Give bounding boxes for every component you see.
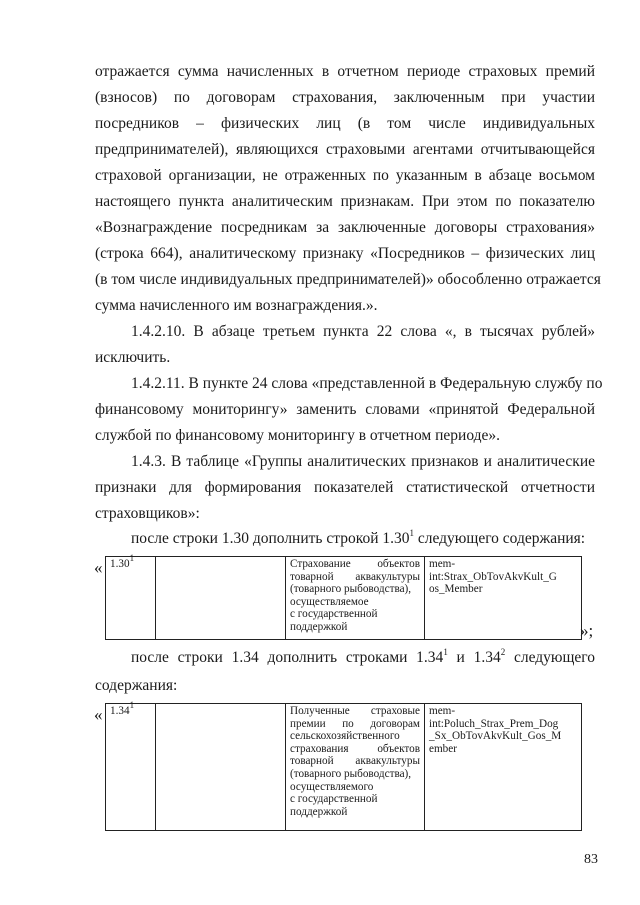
empty-cell <box>156 557 286 639</box>
description-line: (товарного рыбоводства), <box>290 583 412 596</box>
text-line: настоящего пункта аналитическим признакам. При этом по показателю <box>95 193 595 210</box>
empty-cell <box>156 704 286 830</box>
text-line: (взносов) по договорам страхования, заключенным при участии <box>95 89 595 106</box>
description-line: Страхование объектов <box>290 558 420 570</box>
description-line: страхования объектов <box>290 742 420 755</box>
superscript: 2 <box>500 646 506 657</box>
instruction-text: следующего <box>505 649 596 666</box>
description-line: товарной аквакультуры <box>290 570 420 583</box>
description-line: товарной аквакультуры <box>290 755 420 768</box>
text-line: 1.4.3. В таблице «Группы аналитических признаков и аналитические <box>131 453 595 470</box>
text-line: признаки для формирования показателей статистической отчетности <box>95 479 595 496</box>
description-line: осуществляемого <box>290 780 374 793</box>
description-cell <box>286 557 425 639</box>
row-number-cell <box>106 700 156 830</box>
text-line: содержания: <box>95 677 178 694</box>
instruction-after-1-30 <box>131 529 595 549</box>
member-id-line: ember <box>429 742 457 755</box>
instruction-text: после строки 1.30 дополнить строкой 1.30 <box>131 530 410 547</box>
text-line: (в том числе индивидуальных предпринимателей)» обособленно отражается <box>95 271 601 288</box>
member-id-cell <box>425 704 581 830</box>
text-line: сумма начисленного им вознаграждения.». <box>95 297 378 314</box>
text-line: страховой организации, не отраженных по указанным в абзаце восьмом <box>95 167 595 184</box>
description-line: поддержкой <box>290 805 348 818</box>
description-line: поддержкой <box>290 620 348 633</box>
table-row-1-34-1 <box>105 700 582 831</box>
description-line: с государственной <box>290 608 378 621</box>
row-number: 1.30 <box>110 558 130 570</box>
text-line: службой по финансовому мониторингу в отчетном периоде». <box>95 427 501 444</box>
text-line: 1.4.2.10. В абзаце третьем пункта 22 слова «, в тысячах рублей» <box>131 323 595 340</box>
closing-quote: »; <box>580 621 594 640</box>
text-line: финансовому мониторингу» заменить словами «принятой Федеральной <box>95 401 595 418</box>
superscript: 1 <box>129 700 135 711</box>
opening-quote: « <box>94 558 103 577</box>
description-line: сельскохозяйственного <box>290 730 400 743</box>
text-line: (строка 664), аналитическому признаку «Посредников – физических лиц <box>95 245 595 262</box>
member-id-line: mem- <box>429 705 456 717</box>
member-id-line: os_Member <box>429 583 483 596</box>
text-line: посредников – физических лиц (в том числе индивидуальных <box>95 115 595 132</box>
member-id-cell <box>425 557 581 639</box>
text-line: 1.4.2.11. В пункте 24 слова «представленной в Федеральную службу по <box>131 375 603 392</box>
description-line: Полученные страховые <box>290 705 420 717</box>
description-line: (товарного рыбоводства), <box>290 767 412 780</box>
member-id-line: int:Poluch_Strax_Prem_Dog <box>429 717 559 730</box>
row-number-cell <box>106 553 156 639</box>
table-row-1-30 <box>105 553 582 640</box>
description-line: осуществляемое <box>290 595 369 608</box>
instruction-after-1-34 <box>131 648 595 668</box>
member-id-line: int:Strax_ObTovAkvKult_G <box>429 570 557 583</box>
superscript: 1 <box>129 553 135 564</box>
text-line: исключить. <box>95 349 171 366</box>
description-cell <box>286 704 425 830</box>
instruction-text: и 1.34 <box>447 649 501 666</box>
opening-quote: « <box>94 705 103 724</box>
text-line: «Вознаграждение посредникам за заключенные договоры страхования» <box>95 219 595 236</box>
text-line: страховщиков»: <box>95 505 200 522</box>
instruction-text: следующего содержания: <box>414 530 586 547</box>
member-id-line: mem- <box>429 558 456 570</box>
row-number: 1.34 <box>110 705 130 717</box>
text-line: отражается сумма начисленных в отчетном периоде страховых премий <box>95 63 595 80</box>
text-line: предпринимателей), являющихся страховыми агентами отчитывающейся <box>95 141 595 158</box>
superscript: 1 <box>409 527 414 538</box>
instruction-text: после строки 1.34 дополнить строками 1.34 <box>131 649 444 666</box>
description-line: премии по договорам <box>290 717 420 730</box>
member-id-line: _Sx_ObTovAkvKult_Gos_M <box>429 730 562 743</box>
description-line: с государственной <box>290 793 378 806</box>
superscript: 1 <box>443 646 448 657</box>
page-number: 83 <box>584 852 598 867</box>
